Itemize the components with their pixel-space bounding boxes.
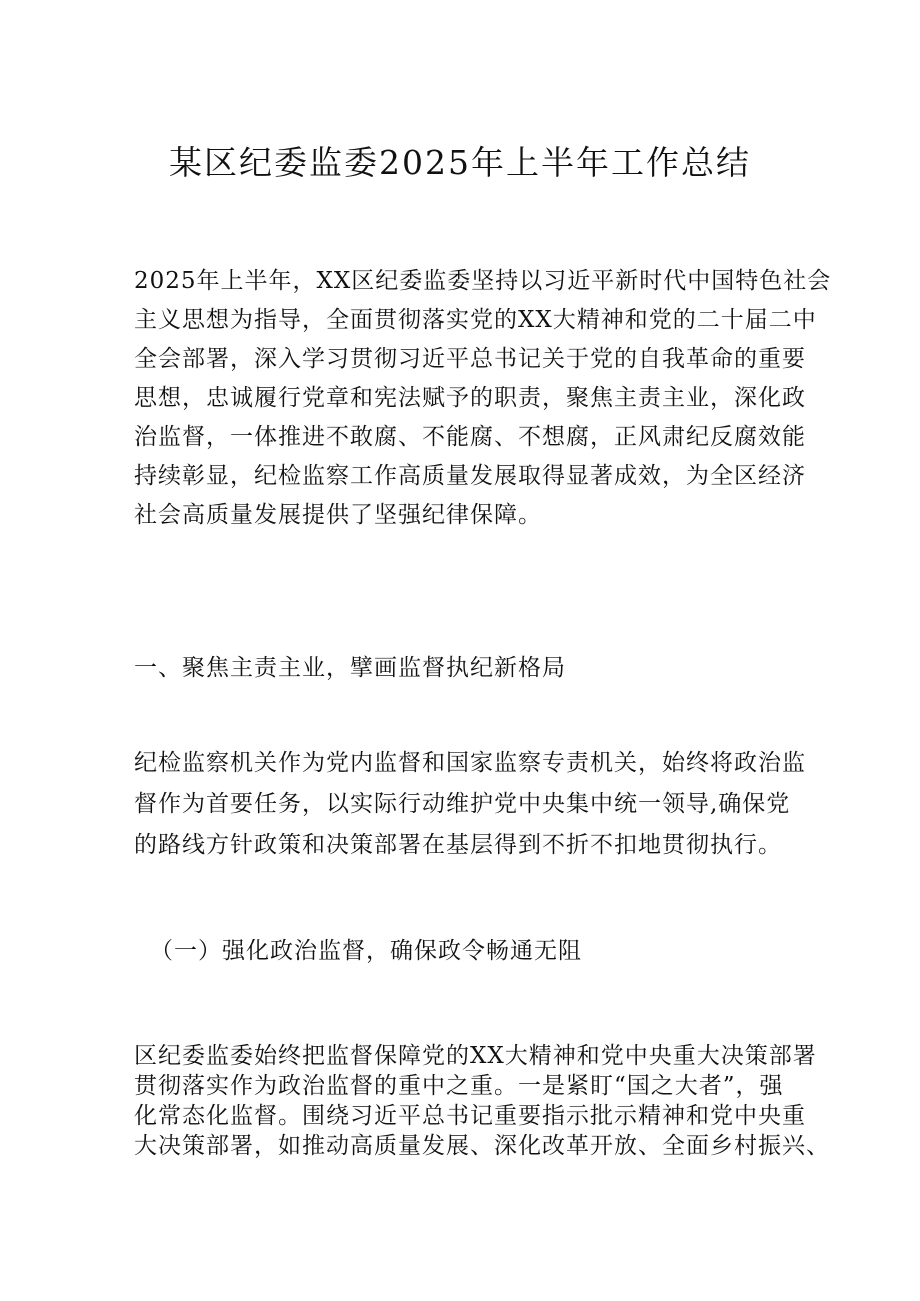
- section-heading-text: 一、聚焦主责主业，擘画监督执纪新格局: [134, 655, 566, 681]
- text-line: 贯彻落实作为政治监督的重中之重。一是紧盯“国之大者”，强: [134, 1073, 784, 1099]
- section-heading: [134, 649, 794, 688]
- text-line: 化常态化监督。围绕习近平总书记重要指示批示精神和党中央重: [134, 1103, 806, 1129]
- text-line: 主义思想为指导，全面贯彻落实党的XX大精神和党的二十届二中: [134, 307, 817, 333]
- text-line: 的路线方针政策和决策部署在基层得到不折不扣地贯彻执行。: [134, 832, 782, 858]
- text-line: 纪检监察机关作为党内监督和国家监察专责机关，始终将政治监: [134, 750, 806, 776]
- section-paragraph: [134, 743, 806, 866]
- text-line: 持续彰显，纪检监察工作高质量发展取得显著成效，为全区经济: [134, 463, 806, 489]
- intro-paragraph: [134, 262, 832, 535]
- text-line: 督作为首要任务，以实际行动维护党中央集中统一领导,确保党: [134, 791, 791, 817]
- subsection-heading: [150, 932, 810, 971]
- text-line: 全会部署，深入学习贯彻习近平总书记关于党的自我革命的重要: [134, 346, 806, 372]
- text-line: 区纪委监委始终把监督保障党的XX大精神和党中央重大决策部署: [134, 1043, 817, 1069]
- text-line: 大决策部署，如推动高质量发展、深化改革开放、全面乡村振兴、: [134, 1133, 830, 1159]
- subsection-paragraph: [134, 1041, 830, 1161]
- text-line: 社会高质量发展提供了坚强纪律保障。: [134, 502, 542, 528]
- text-line: 2025年上半年，XX区纪委监委坚持以习近平新时代中国特色社会: [134, 268, 832, 294]
- text-line: 思想，忠诚履行党章和宪法赋予的职责，聚焦主责主业，深化政: [134, 385, 806, 411]
- subsection-heading-text: （一）强化政治监督，确保政令畅通无阻: [150, 938, 582, 964]
- text-line: 治监督，一体推进不敢腐、不能腐、不想腐，正风肃纪反腐效能: [134, 424, 806, 450]
- document-title: 某区纪委监委2025年上半年工作总结: [169, 143, 751, 182]
